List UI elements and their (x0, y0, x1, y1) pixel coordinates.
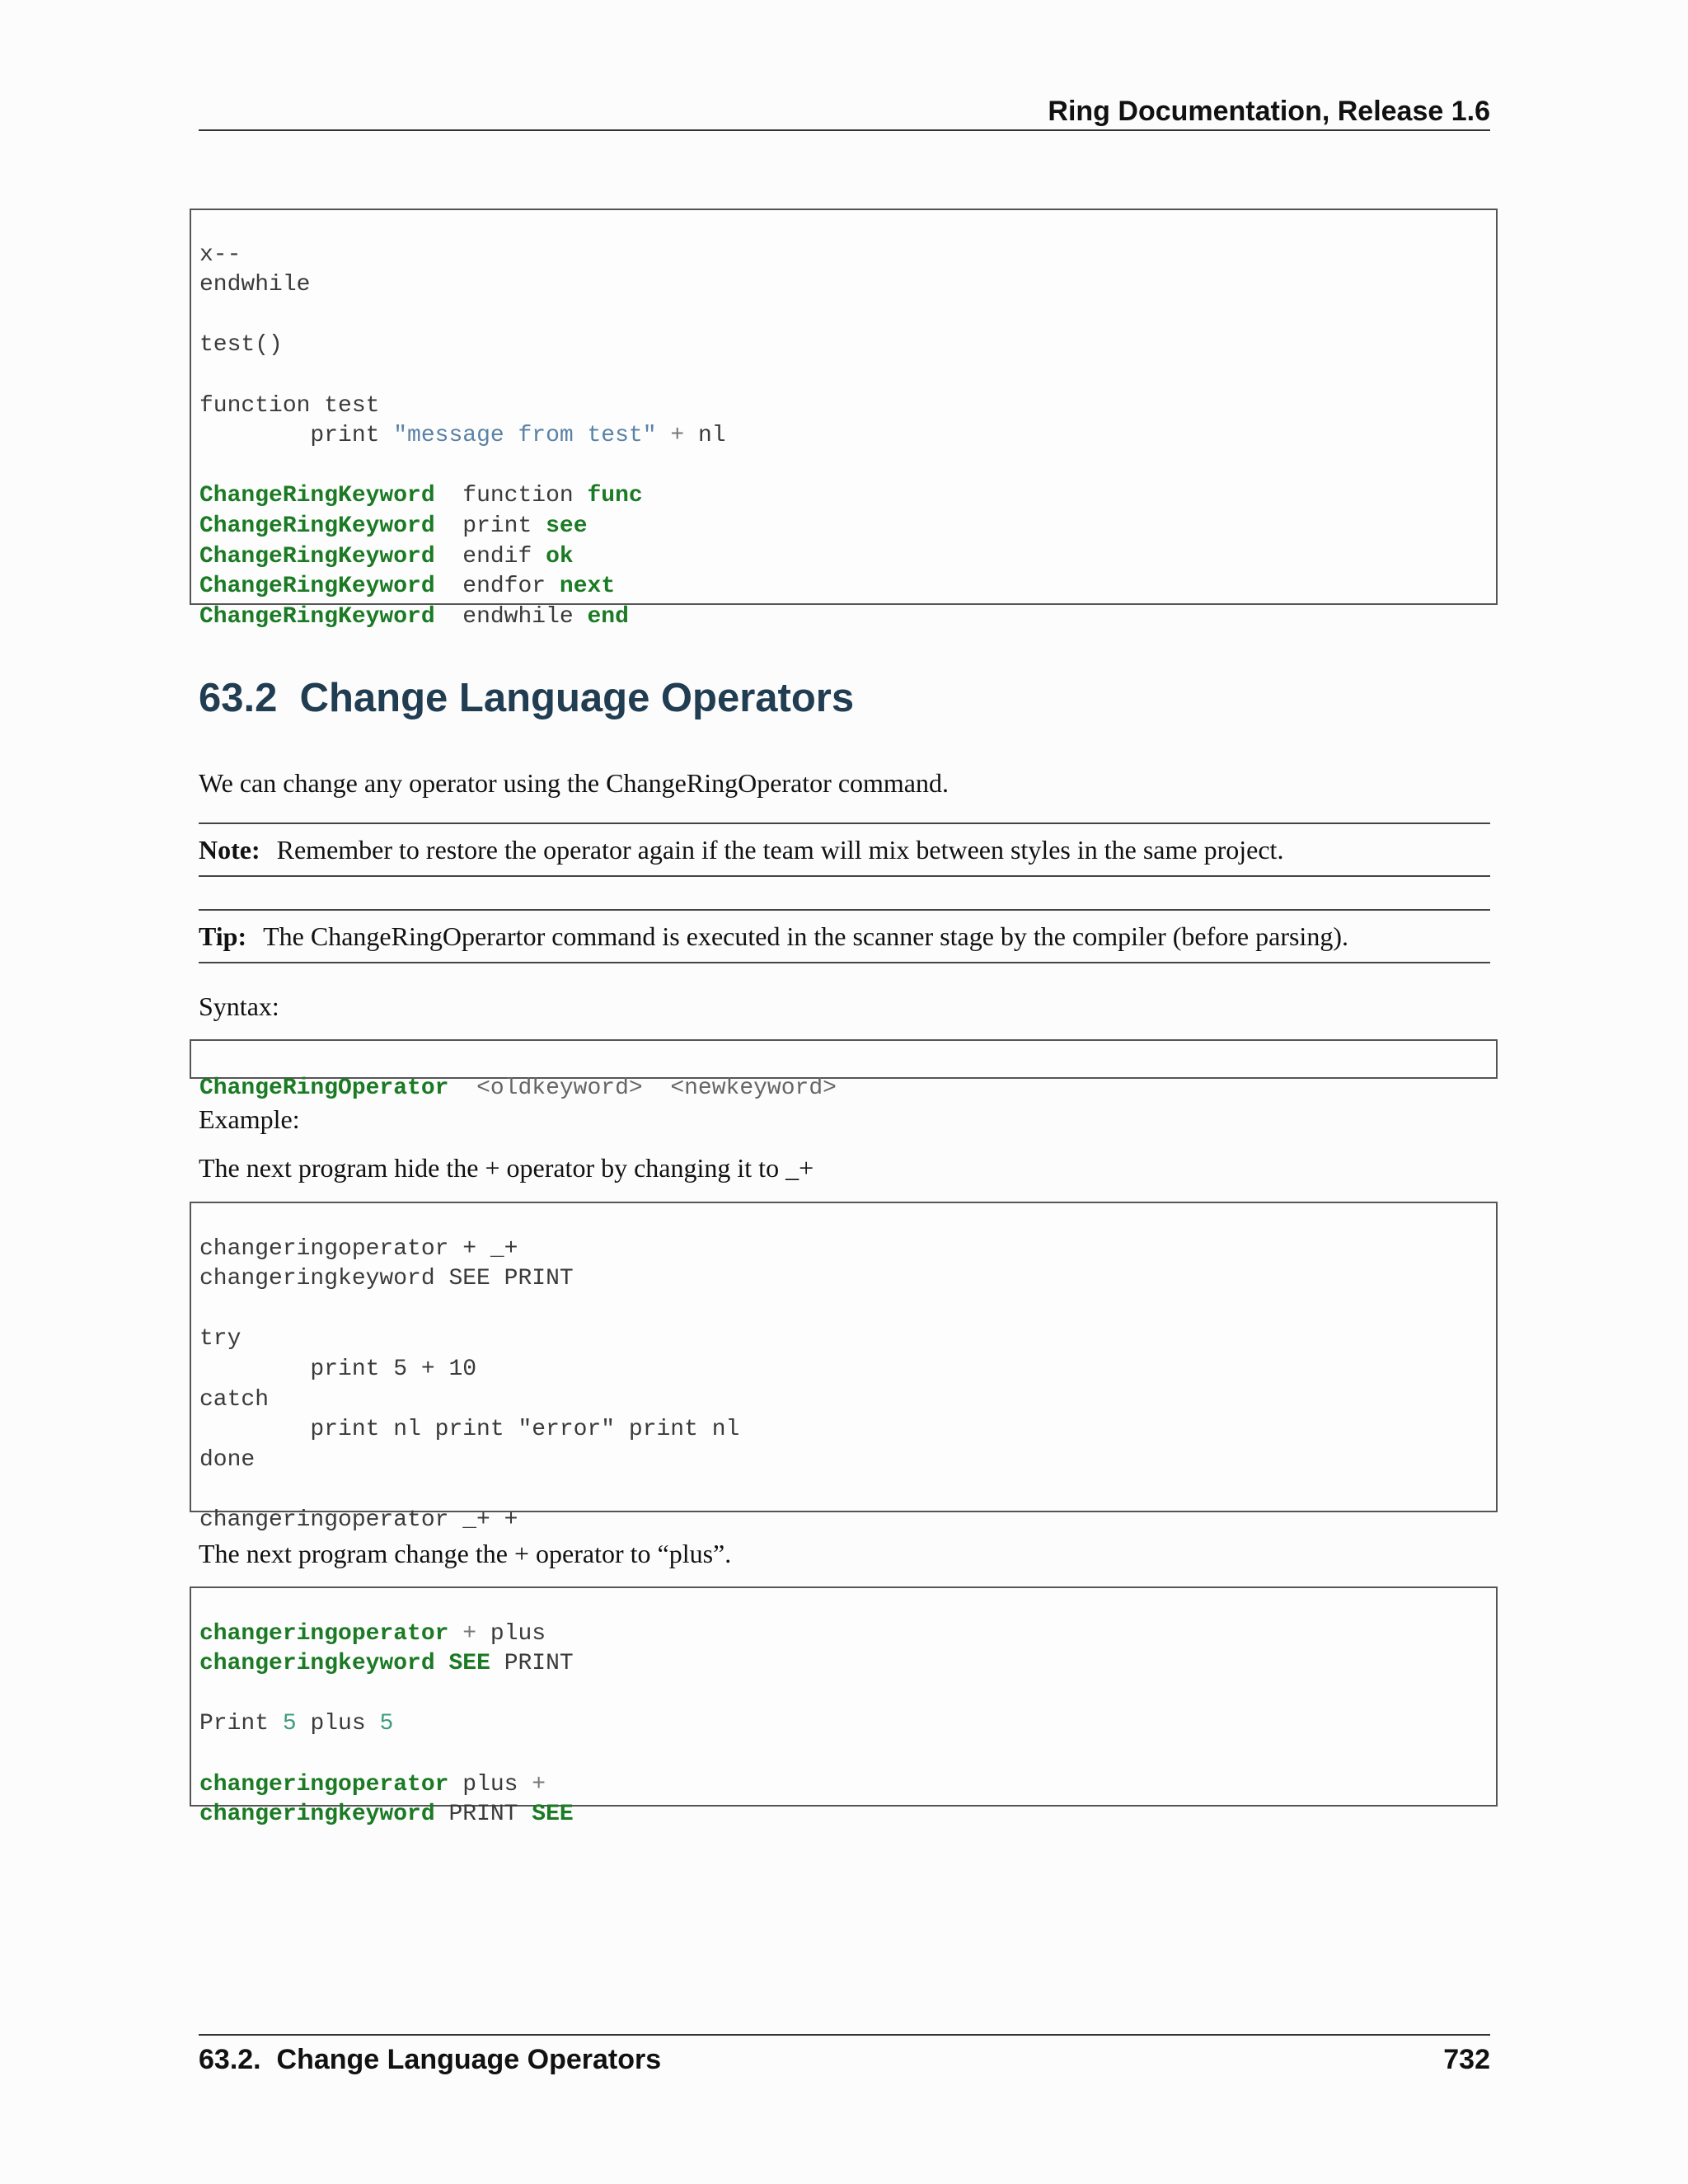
code-line (199, 1264, 1488, 1295)
code-blank-line (199, 301, 1488, 331)
note-label: Note: (199, 835, 260, 865)
code-blank-line (199, 361, 1488, 391)
code-text: changeringoperator + _+ (199, 1235, 518, 1262)
code-text: PRINT (448, 1802, 518, 1828)
code-line (199, 1235, 1488, 1265)
code-text: plus (490, 1620, 546, 1647)
code-blank-line (199, 1295, 1488, 1325)
code-text: x-- (199, 241, 241, 268)
example2-description: The next program change the + operator to “plus”. (199, 1539, 732, 1568)
tip-box (199, 909, 1490, 963)
example-label: Example: (199, 1104, 300, 1134)
code-text: done (199, 1446, 256, 1473)
code-text: plus (310, 1711, 366, 1737)
page-number: 732 (1443, 2044, 1490, 2075)
section-title (199, 673, 854, 723)
code-block-syntax (190, 1039, 1498, 1101)
example1-description: The next program hide the + operator by changing it to _+ (199, 1153, 814, 1183)
code-operator: + (656, 423, 698, 449)
code-blank-line (199, 1475, 1488, 1506)
tip-text: The ChangeRingOperartor command is executed in the scanner stage by the compiler (before parsing). (263, 921, 1348, 951)
code-text: print nl print "error" print nl (199, 1417, 740, 1443)
note-box (199, 823, 1490, 877)
code-line (199, 1506, 1488, 1536)
code-placeholder: <oldkeyword> (476, 1075, 643, 1101)
section-number: 63.2 (199, 676, 278, 720)
code-line (199, 1415, 1488, 1446)
code-text: function (462, 483, 574, 509)
code-text: print 5 + 10 (199, 1356, 477, 1382)
tip-label: Tip: (199, 921, 247, 951)
code-line (199, 512, 1488, 542)
code-placeholder: <newkeyword> (670, 1075, 837, 1101)
code-keyword: changeringoperator (199, 1620, 449, 1647)
code-string: "message from test" (393, 423, 657, 449)
code-line (199, 1800, 1488, 1830)
code-keyword: func (587, 483, 643, 509)
code-keyword: changeringoperator (199, 1771, 449, 1797)
code-text: nl (697, 423, 726, 449)
code-keyword: SEE (532, 1802, 574, 1828)
code-text: try (199, 1326, 241, 1352)
header-rule (199, 129, 1490, 131)
code-text: endwhile (199, 272, 311, 298)
code-line (199, 602, 1488, 633)
footer-rule (199, 2034, 1490, 2036)
code-line (199, 1709, 1488, 1740)
code-text: catch (199, 1386, 270, 1413)
code-line (199, 1324, 1488, 1355)
code-line (199, 481, 1488, 512)
code-line (199, 241, 1488, 271)
code-keyword: ChangeRingKeyword (199, 513, 435, 539)
code-keyword: see (546, 513, 588, 539)
code-keyword: ok (546, 543, 574, 569)
code-text: endwhile (462, 603, 574, 630)
code-line (199, 1770, 1488, 1801)
code-text: changeringoperator _+ + (199, 1507, 518, 1533)
code-keyword: ChangeRingKeyword (199, 543, 435, 569)
code-text: changeringkeyword SEE PRINT (199, 1266, 574, 1292)
code-block-plus-operator (190, 1586, 1498, 1828)
code-line (199, 1446, 1488, 1476)
code-text: print (199, 423, 394, 449)
code-line (199, 421, 1488, 452)
intro-paragraph: We can change any operator using the ChangeRingOperator command. (199, 768, 949, 798)
code-line (199, 1074, 1488, 1104)
code-line (199, 572, 1488, 602)
code-operator: + (532, 1771, 546, 1797)
code-keyword: next (559, 574, 616, 600)
code-keyword: ChangeRingKeyword (199, 603, 435, 630)
code-block-keywords (190, 209, 1498, 630)
running-header: Ring Documentation, Release 1.6 (1048, 96, 1490, 127)
code-keyword: changeringkeyword (199, 1802, 435, 1828)
code-line (199, 1385, 1488, 1416)
code-text: function test (199, 392, 380, 419)
code-line (199, 1619, 1488, 1650)
code-keyword: ChangeRingKeyword (199, 574, 435, 600)
code-number: 5 (282, 1711, 297, 1737)
code-keyword: changeringkeyword (199, 1651, 435, 1677)
code-text: plus (462, 1771, 518, 1797)
code-text: Print (199, 1711, 270, 1737)
syntax-label: Syntax: (199, 991, 279, 1021)
code-keyword: end (587, 603, 629, 630)
code-blank-line (199, 1680, 1488, 1710)
code-text: print (462, 513, 532, 539)
code-keyword: ChangeRingKeyword (199, 483, 435, 509)
code-line (199, 391, 1488, 422)
code-blank-line (199, 1740, 1488, 1770)
code-line (199, 1355, 1488, 1385)
footer-section-title: 63.2. Change Language Operators (199, 2044, 662, 2075)
code-text: test() (199, 332, 283, 359)
code-block-hide-operator (190, 1202, 1498, 1533)
code-line (199, 542, 1488, 573)
code-keyword: SEE (448, 1651, 490, 1677)
section-title-text: Change Language Operators (299, 676, 855, 720)
code-line (199, 1649, 1488, 1680)
code-keyword: ChangeRingOperator (199, 1075, 449, 1101)
code-operator: + (462, 1620, 477, 1647)
code-text: endif (462, 543, 532, 569)
code-line (199, 330, 1488, 361)
code-text: endfor (462, 574, 546, 600)
code-line (199, 270, 1488, 301)
code-text: PRINT (504, 1651, 574, 1677)
code-blank-line (199, 452, 1488, 482)
note-text: Remember to restore the operator again if the team will mix between styles in the same project. (276, 835, 1284, 865)
code-number: 5 (379, 1711, 394, 1737)
